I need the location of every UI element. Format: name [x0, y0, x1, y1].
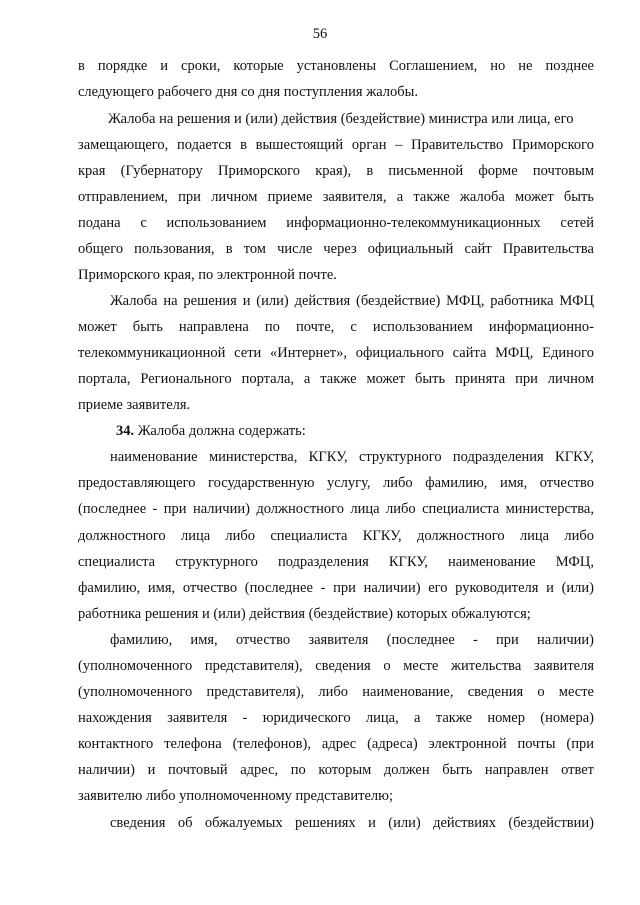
section-heading-text: Жалоба должна содержать: [137, 423, 306, 439]
text-line: наличии) и почтовый адрес, по которым должен быть направлен ответ [78, 762, 594, 778]
text-line: отправлением, при личном приеме заявителя, а также жалоба может быть [78, 189, 594, 205]
text-line: (последнее - при наличии) должностного лица либо специалиста министерства, [78, 501, 594, 517]
text-line: края (Губернатору Приморского края), в письменной форме почтовым [78, 163, 594, 179]
text-line: специалиста структурного подразделения КГКУ, наименование МФЦ, [78, 554, 594, 570]
text-line: Жалоба на решения и (или) действия (бездействие) МФЦ, работника МФЦ [110, 293, 594, 309]
text-line: работника решения и (или) действия (бездействие) которых обжалуются; [78, 606, 531, 622]
text-line: телекоммуникационной сети «Интернет», официального сайта МФЦ, Единого [78, 345, 594, 361]
text-line: Приморского края, по электронной почте. [78, 267, 337, 283]
text-line: подана с использованием информационно-телекоммуникационных сетей [78, 215, 594, 231]
text-line: следующего рабочего дня со дня поступления жалобы. [78, 84, 418, 100]
text-line: общего пользования, в том числе через официальный сайт Правительства [78, 241, 594, 257]
text-line: наименование министерства, КГКУ, структурного подразделения КГКУ, [110, 449, 594, 465]
text-line: (уполномоченного представителя), либо наименование, сведения о месте [78, 684, 594, 700]
text-line: предоставляющего государственную услугу, либо фамилию, имя, отчество [78, 475, 594, 491]
text-line: может быть направлена по почте, с использованием информационно- [78, 319, 594, 335]
text-line: приеме заявителя. [78, 397, 191, 413]
section-number: 34. [116, 423, 135, 439]
text-line: должностного лица либо специалиста КГКУ, должностного лица либо [78, 528, 594, 544]
section-heading-line [116, 422, 306, 440]
text-line: Жалоба на решения и (или) действия (бездействие) министра или лица, его [108, 111, 574, 127]
text-line: сведения об обжалуемых решениях и (или) действиях (бездействии) [110, 815, 594, 831]
text-line: контактного телефона (телефонов), адрес (адреса) электронной почты (при [78, 736, 594, 752]
text-line: (уполномоченного представителя), сведения о месте жительства заявителя [78, 658, 594, 674]
text-line: заявителю либо уполномоченному представителю; [78, 788, 394, 804]
page-number: 56 [312, 26, 328, 42]
text-line: фамилию, имя, отчество (последнее - при наличии) его руководителя и (или) [78, 580, 594, 596]
text-line: замещающего, подается в вышестоящий орган – Правительство Приморского [78, 137, 594, 153]
text-line: фамилию, имя, отчество заявителя (последнее - при наличии) [110, 632, 594, 648]
text-line: в порядке и сроки, которые установлены Соглашением, но не позднее [78, 58, 594, 74]
text-line: портала, Регионального портала, а также может быть принята при личном [78, 371, 594, 387]
text-line: нахождения заявителя - юридического лица, а также номер (номера) [78, 710, 594, 726]
